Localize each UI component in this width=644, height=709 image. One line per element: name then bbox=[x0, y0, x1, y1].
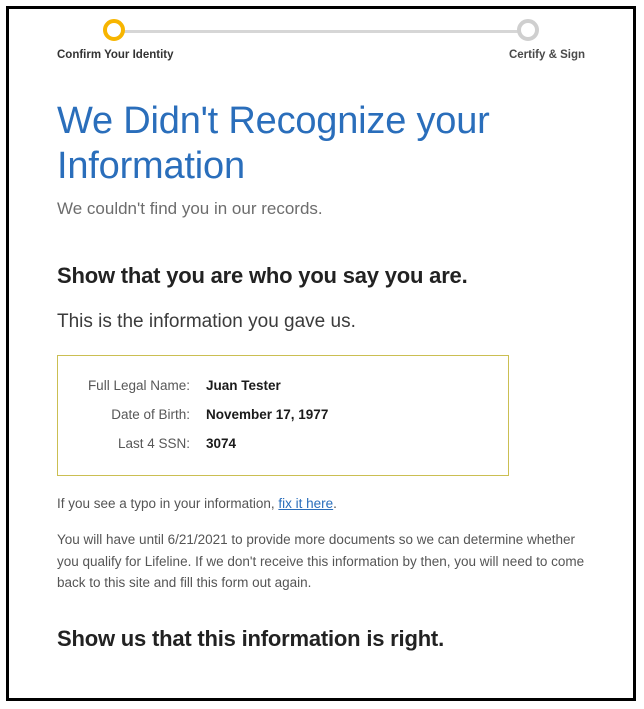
info-row bbox=[76, 378, 490, 393]
fix-it-here-link[interactable]: fix it here bbox=[278, 495, 334, 511]
info-row bbox=[76, 407, 490, 422]
info-row bbox=[76, 436, 490, 451]
page-title: We Didn't Recognize your Information bbox=[57, 100, 490, 187]
section-lead-text: This is the information you gave us. bbox=[57, 310, 356, 332]
stepper-connector-line bbox=[113, 30, 529, 33]
full-legal-name-value: Juan Tester bbox=[206, 377, 281, 393]
page-content bbox=[9, 9, 633, 698]
typo-note-text-after: . bbox=[333, 495, 337, 511]
deadline-paragraph: You will have until 6/21/2021 to provide more documents so we can determine whether you qualify for Lifeline. If we don't receive this information by then, you will need to come back to this site and fill this form out again. bbox=[57, 531, 585, 591]
date-of-birth-value: November 17, 1977 bbox=[206, 406, 329, 422]
stepper-step-1-marker[interactable] bbox=[103, 19, 125, 41]
stepper-step-2-label: Certify & Sign bbox=[508, 49, 585, 61]
section-heading: Show that you are who you say you are. bbox=[57, 262, 468, 288]
progress-stepper bbox=[57, 19, 585, 71]
stepper-step-1-label: Confirm Your Identity bbox=[57, 49, 174, 61]
full-legal-name-label: Full Legal Name: bbox=[87, 377, 190, 393]
last-4-ssn-label: Last 4 SSN: bbox=[117, 435, 190, 451]
stepper-step-2-marker[interactable] bbox=[517, 19, 539, 41]
last-4-ssn-value: 3074 bbox=[206, 435, 237, 451]
typo-note bbox=[57, 496, 585, 511]
page-subtitle: We couldn't find you in our records. bbox=[57, 198, 323, 218]
date-of-birth-label: Date of Birth: bbox=[111, 406, 190, 422]
submitted-information-box bbox=[57, 355, 509, 476]
bottom-section-heading: Show us that this information is right. bbox=[57, 626, 444, 652]
browser-window-frame bbox=[6, 6, 636, 701]
typo-note-text-before: If you see a typo in your information, bbox=[57, 495, 279, 511]
